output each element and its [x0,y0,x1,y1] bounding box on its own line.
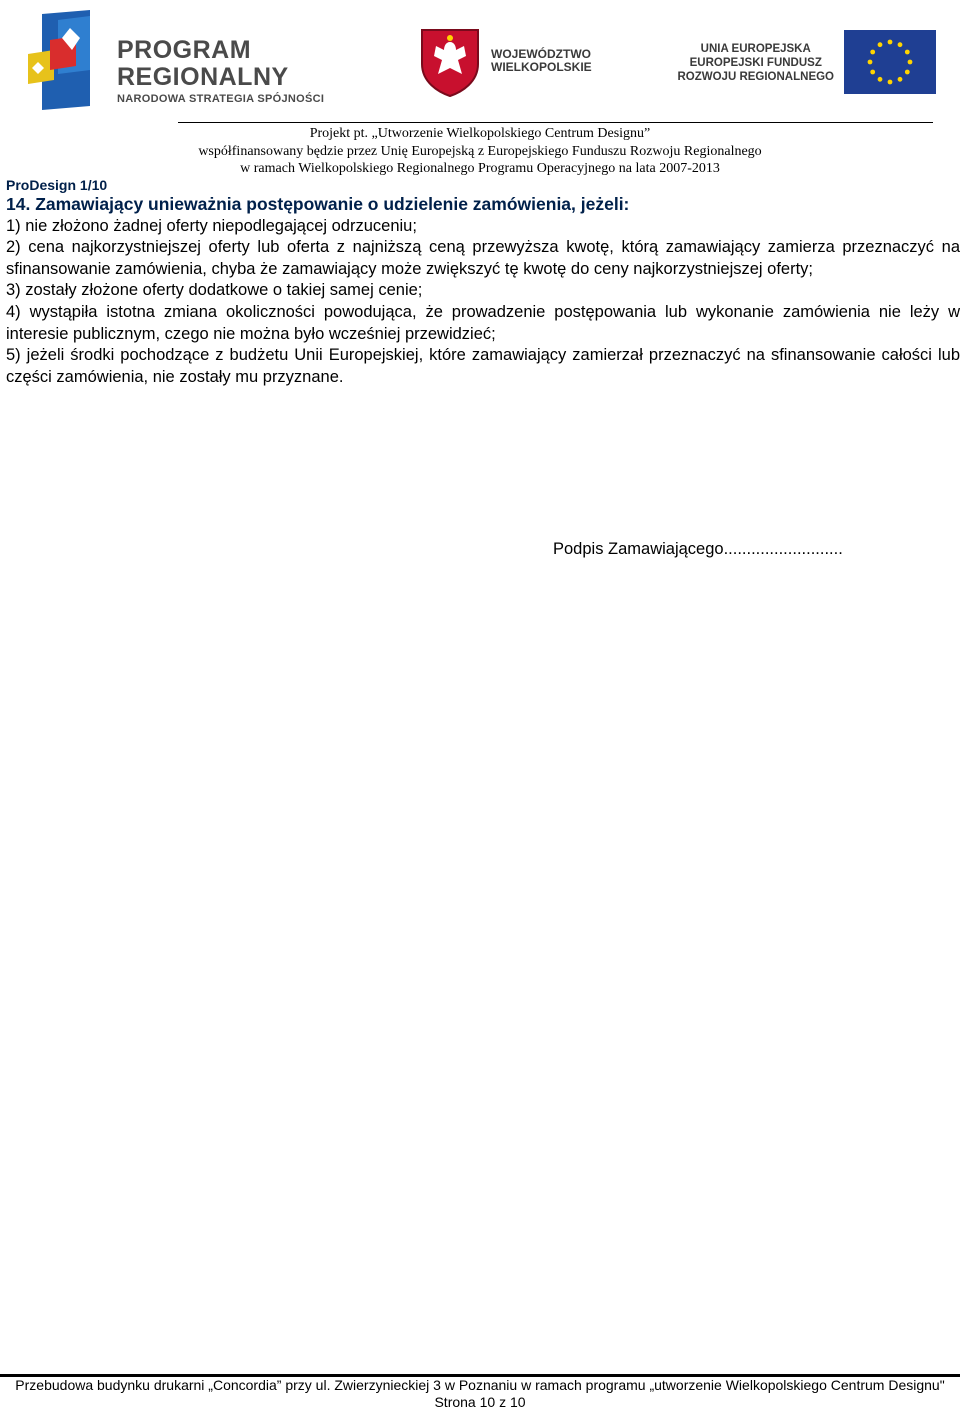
section-14 [6,194,960,388]
list-item: 4) wystąpiła istotna zmiana okoliczności powodująca, że prowadzenie postępowania lub wykonanie zamówienia nie leży w interesie publicznym, czego nie można było wcześniej przewidzieć; [6,302,960,343]
page-number: Strona 10 z 10 [434,1394,526,1410]
ue-label: UNIA EUROPEJSKA [700,43,811,55]
list-item: 2) cena najkorzystniejszej oferty lub oferta z najniższą ceną przewyższa kwotę, którą zamawiający zamierza przeznaczyć na sfinansowanie zamówienia, chyba że zamawiający może zwiększyć tę kwotę do ceny najkorzystniejszej oferty; [6,238,960,278]
header-logos [0,0,960,122]
ue-logo [656,28,936,96]
development-label: ROZWOJU REGIONALNEGO [677,71,834,83]
list-item: 1) nie złożono żadnej oferty niepodlegającej odrzuceniu; [6,216,417,235]
cofinancing-line: współfinansowany będzie przez Unię Europejską z Europejskiego Funduszu Rozwoju Regionalnego [198,143,762,159]
page-footer [0,1377,960,1411]
project-header [0,125,960,178]
list-item: 5) jeżeli środki pochodzące z budżetu Unii Europejskiej, które zamawiający zamierzał przeznaczyć na sfinansowanie całości lub części zamówienia, nie zostały mu przyznane. [6,346,960,386]
wojewodztwo-logo [418,28,618,98]
page-label: ProDesign 1/10 [6,177,108,193]
wojewodztwo-text [491,48,592,74]
header-rule [178,122,933,123]
fund-label: EUROPEJSKI FUNDUSZ [689,57,822,69]
program-line: w ramach Wielkopolskiego Regionalnego Programu Operacyjnego na lata 2007-2013 [240,161,720,176]
project-title: Projekt pt. „Utworzenie Wielkopolskiego Centrum Designu” [309,126,651,141]
section-heading: 14. Zamawiający unieważnia postępowanie o udzielenie zamówienia, jeżeli: [6,194,630,214]
wojewodztwo-label: WOJEWÓDZTWO [491,47,591,61]
footer-project-text: Przebudowa budynku drukarni „Concordia” przy ul. Zwierzynieckiej 3 w Poznaniu w ramach programu „utworzenie Wielkopolskiego Centrum Designu" [15,1377,945,1393]
list-item: 3) zostały złożone oferty dodatkowe o takiej samej cenie; [6,281,423,300]
eu-flag-icon [844,30,936,94]
strategy-label: NARODOWA STRATEGIA SPÓJNOŚCI [117,93,325,105]
program-regionalny-logo [20,10,365,114]
eagle-shield-icon [418,28,482,98]
regionalny-label: REGIONALNY [117,63,289,91]
program-regionalny-emblem-icon [20,10,110,114]
wielkopolskie-label: WIELKOPOLSKIE [491,60,592,74]
signature-line: Podpis Zamawiającego.......................... [553,540,843,558]
program-label: PROGRAM [117,36,252,64]
ue-text [677,42,834,84]
